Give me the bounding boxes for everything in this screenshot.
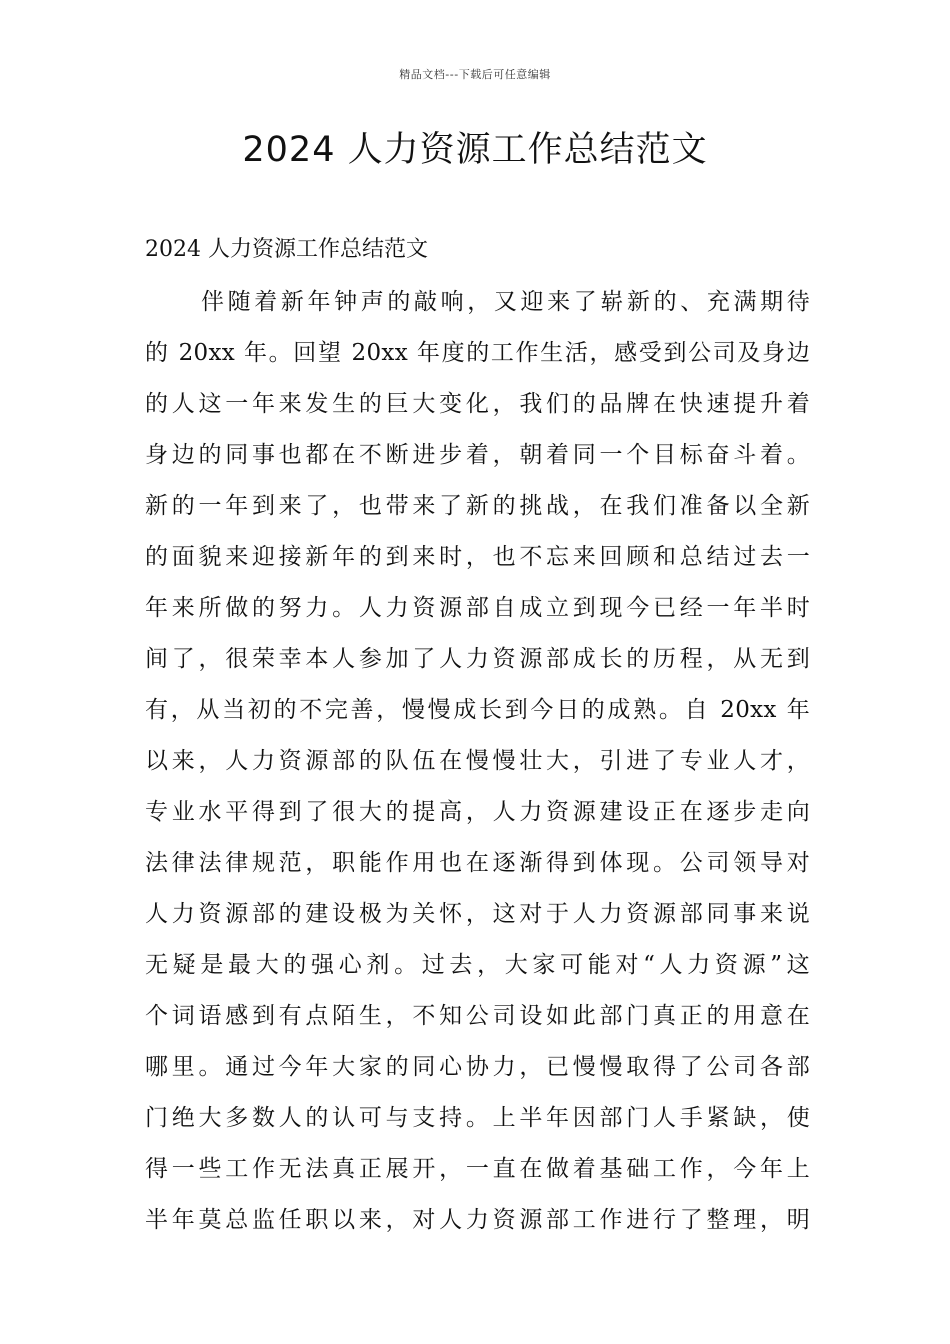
body-text <box>145 284 810 1253</box>
body-line: 的 20xx 年。回望 20xx 年度的工作生活，感受到公司及身边 <box>145 340 810 366</box>
body-line: 门绝大多数人的认可与支持。上半年因部门人手紧缺，使 <box>145 1105 810 1131</box>
body-line: 哪里。通过今年大家的同心协力，已慢慢取得了公司各部 <box>145 1054 810 1080</box>
body-line: 法律法律规范，职能作用也在逐渐得到体现。公司领导对 <box>145 850 810 876</box>
body-line: 新的一年到来了，也带来了新的挑战，在我们准备以全新 <box>145 493 810 519</box>
body-line: 半年莫总监任职以来，对人力资源部工作进行了整理，明 <box>145 1207 810 1233</box>
body-line: 年来所做的努力。人力资源部自成立到现今已经一年半时 <box>145 595 810 621</box>
body-line: 以来，人力资源部的队伍在慢慢壮大，引进了专业人才， <box>145 748 810 774</box>
document-title: 2024 人力资源工作总结范文 <box>242 130 708 170</box>
body-line: 个词语感到有点陌生，不知公司设如此部门真正的用意在 <box>145 1003 810 1029</box>
document-subtitle: 2024 人力资源工作总结范文 <box>145 237 428 262</box>
body-line: 无疑是最大的强心剂。过去，大家可能对“人力资源”这 <box>145 952 810 978</box>
header-note: 精品文档---下载后可任意编辑 <box>399 68 551 81</box>
body-line: 人力资源部的建设极为关怀，这对于人力资源部同事来说 <box>145 901 810 927</box>
body-line: 间了，很荣幸本人参加了人力资源部成长的历程，从无到 <box>145 646 810 672</box>
body-line: 的面貌来迎接新年的到来时，也不忘来回顾和总结过去一 <box>145 544 810 570</box>
body-line: 专业水平得到了很大的提高，人力资源建设正在逐步走向 <box>145 799 810 825</box>
body-line: 有，从当初的不完善，慢慢成长到今日的成熟。自 20xx 年 <box>145 697 810 723</box>
body-line: 身边的同事也都在不断进步着，朝着同一个目标奋斗着。 <box>145 442 810 468</box>
body-line: 得一些工作无法真正展开，一直在做着基础工作，今年上 <box>145 1156 810 1182</box>
body-line: 伴随着新年钟声的敲响，又迎来了崭新的、充满期待 <box>201 289 810 315</box>
body-line: 的人这一年来发生的巨大变化，我们的品牌在快速提升着 <box>145 391 810 417</box>
